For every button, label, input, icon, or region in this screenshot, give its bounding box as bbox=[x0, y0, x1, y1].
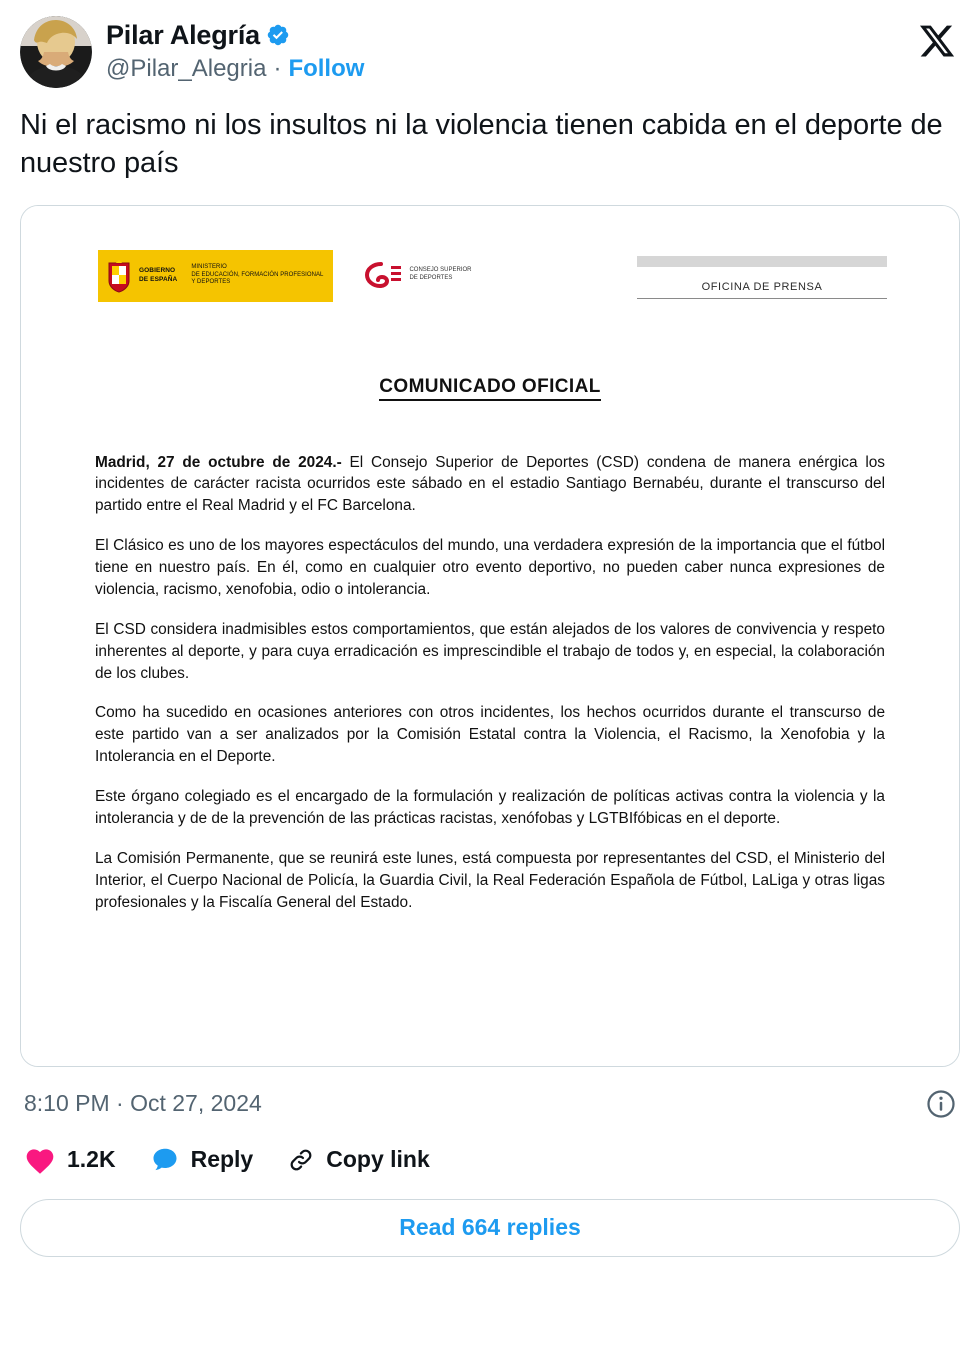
press-office-block bbox=[637, 250, 887, 299]
comment-bubble-icon[interactable] bbox=[150, 1145, 180, 1175]
tweet-header bbox=[20, 16, 960, 88]
copy-link-label: Copy link bbox=[326, 1146, 430, 1173]
display-name: Pilar Alegría bbox=[106, 20, 260, 50]
tweet-text: Ni el racismo ni los insultos ni la violencia tienen cabida en el deporte de nuestro país bbox=[20, 109, 943, 180]
tweet-timestamp: 8:10 PM · Oct 27, 2024 bbox=[24, 1090, 262, 1117]
author-block[interactable] bbox=[20, 16, 364, 88]
reply-label: Reply bbox=[190, 1146, 254, 1173]
read-replies-button[interactable]: Read 664 replies bbox=[20, 1199, 960, 1257]
document-paragraph bbox=[95, 452, 885, 518]
document-paragraph: El CSD considera inadmisibles estos comportamientos, que están alejados de los valores de convivencia y respeto inherentes al deporte, y para cuya erradicación es imprescindible el trabajo de todos y, en especial, la colaboración de los clubes. bbox=[95, 620, 885, 682]
info-icon[interactable] bbox=[926, 1089, 956, 1119]
press-bar bbox=[637, 256, 887, 267]
document-paragraph: Este órgano colegiado es el encargado de la formulación y realización de políticas activas contra la violencia y la intolerancia y de de la prevención de las prácticas racistas, xenófobas y LGTBIfóbicas en el deporte. bbox=[95, 788, 885, 827]
copy-link-button[interactable] bbox=[287, 1146, 430, 1174]
separator: · bbox=[273, 55, 282, 83]
document-body bbox=[95, 452, 885, 914]
document-paragraph: Como ha sucedido en ocasiones anteriores con otros incidentes, los hechos ocurridos durante el transcurso de este partido van a ser analizados por la Comisión Estatal contra la Violencia, el Racismo, la Xenofobia y la Intolerancia en el Deporte. bbox=[95, 704, 885, 766]
csd-label: CONSEJO SUPERIOR DE DEPORTES bbox=[409, 266, 472, 281]
x-logo-icon[interactable] bbox=[918, 22, 956, 60]
tweet-meta-row bbox=[20, 1089, 960, 1119]
heart-icon[interactable] bbox=[24, 1145, 56, 1175]
author-text bbox=[106, 16, 364, 84]
document-paragraph-text: El Consejo Superior de Deportes (CSD) condena de manera enérgica los incidentes de carácter racista ocurridos este sábado en el estadio Santiago Bernabéu, durante el transcurso del partido entre el Real Madrid y el FC Barcelona. bbox=[95, 453, 886, 515]
document-paragraph: La Comisión Permanente, que se reunirá este lunes, está compuesta por representantes del CSD, el Ministerio del Interior, el Cuerpo Nacional de Policía, la Guardia Civil, la Real Federación Española de Fútbol, LaLiga y otras ligas profesionales y la Fiscalía General del Estado. bbox=[95, 849, 885, 911]
ministry-label: MINISTERIO DE EDUCACIÓN, FORMACIÓN PROFESIONAL Y DEPORTES bbox=[191, 263, 324, 286]
gov-label: GOBIERNO DE ESPAÑA bbox=[139, 267, 178, 283]
official-statement-document bbox=[21, 206, 959, 1066]
press-office-label: OFICINA DE PRENSA bbox=[637, 281, 887, 299]
verified-badge-icon bbox=[266, 23, 290, 47]
coat-of-arms-icon bbox=[106, 259, 132, 293]
link-icon[interactable] bbox=[287, 1146, 315, 1174]
document-paragraph: El Clásico es uno de los mayores espectáculos del mundo, una verdadera expresión de la importancia que el fútbol tiene en nuestro país. En él, como en cualquier otro evento deportivo, no pueden caber nunca expresiones de violencia, racismo, xenofobia, odio o intolerancia. bbox=[95, 537, 885, 598]
document-title bbox=[63, 376, 917, 398]
reply-button[interactable] bbox=[150, 1145, 254, 1175]
government-of-spain-logo bbox=[98, 250, 333, 302]
like-count: 1.2K bbox=[67, 1146, 116, 1173]
like-button[interactable] bbox=[24, 1145, 116, 1175]
handle: @Pilar_Alegria bbox=[106, 55, 267, 83]
document-title-text: COMUNICADO OFICIAL bbox=[379, 376, 600, 401]
follow-button[interactable]: Follow bbox=[288, 55, 365, 83]
tweet-actions-row bbox=[20, 1145, 960, 1175]
document-dateline: Madrid, 27 de octubre de 2024.- bbox=[95, 453, 350, 471]
csd-mark-icon bbox=[361, 260, 403, 290]
document-letterhead bbox=[63, 240, 917, 302]
tweet-media-card[interactable] bbox=[20, 205, 960, 1067]
csd-logo bbox=[361, 250, 471, 290]
avatar[interactable] bbox=[20, 16, 92, 88]
